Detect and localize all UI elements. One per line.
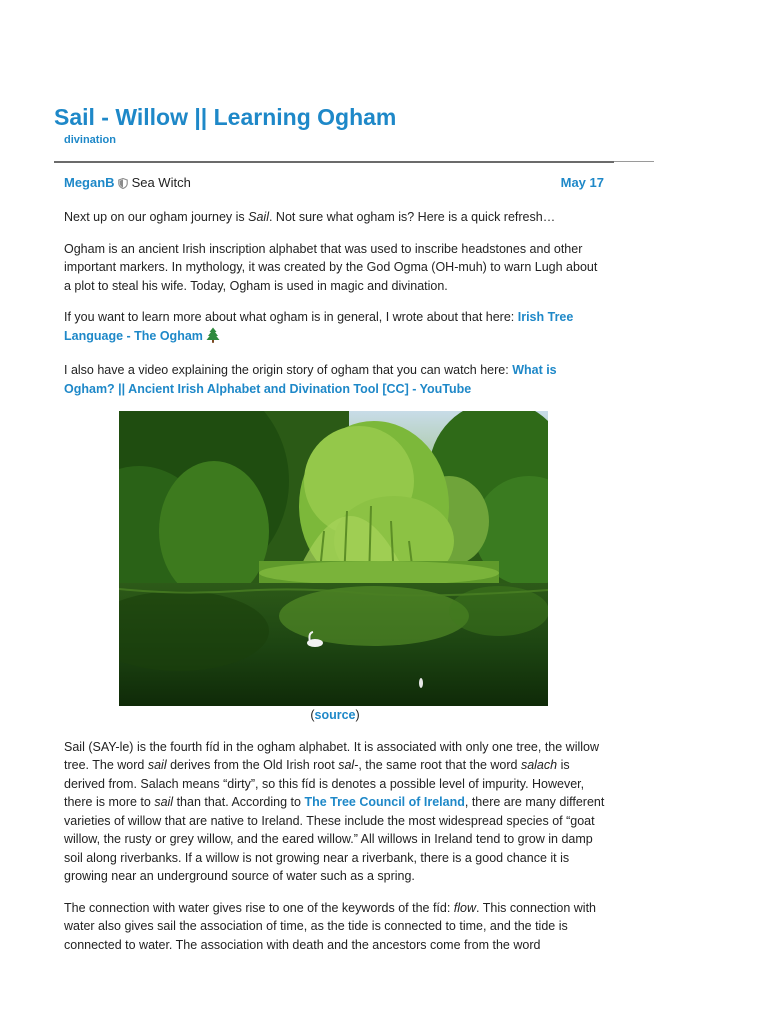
post-content <box>64 208 606 967</box>
paragraph-video: I also have a video explaining the origin story of ogham that you can watch here: What is Ogham? || Ancient Irish Alphabet and Divination Tool [CC] - YouTube <box>64 363 557 396</box>
paragraph-learn-more: If you want to learn more about what ogham is in general, I wrote about that here: Irish Tree Language - The Ogham <box>64 308 606 348</box>
evergreen-tree-icon <box>206 327 220 349</box>
post-meta <box>64 175 604 193</box>
header-divider <box>54 161 614 163</box>
post-date[interactable]: May 17 <box>560 175 604 190</box>
youtube-video-link[interactable]: What is Ogham? || Ancient Irish Alphabet and Divination Tool [CC] - YouTube <box>64 363 557 396</box>
image-caption: (source) <box>310 708 360 722</box>
irish-tree-language-link[interactable]: Irish Tree Language - The Ogham <box>64 310 574 343</box>
category-link[interactable]: divination <box>64 134 116 146</box>
source-link[interactable]: source <box>314 708 356 722</box>
author-link[interactable]: MeganB <box>64 175 115 190</box>
paragraph-intro: Next up on our ogham journey is Sail. Not sure what ogham is? Here is a quick refresh… <box>64 210 556 224</box>
tree-council-link[interactable]: The Tree Council of Ireland <box>304 795 465 809</box>
paragraph-water-connection: The connection with water gives rise to one of the keywords of the fíd: flow. This connection with water also gives sail the association of time, as the tide is connected to time, and the tide is connected to water. The association with death and the ancestors come from the word <box>64 900 597 952</box>
paragraph-sail-description: Sail (SAY-le) is the fourth fíd in the ogham alphabet. It is associated with only one tree, the willow tree. The word sail derives from the Old Irish root sal-, the same root that the word salach is derived from. Salach means “dirty”, so this fíd is denotes a possible level of impurity. However, there is more to sail than that. According to The Tree Council of Ireland, there are many different varieties of willow that are native to Ireland. These include the most widespread species of “goat willow, the rusty or grey willow, and the eared willow.” All willows in Ireland tend to grow in damp soil along riverbanks. If a willow is not growing near a riverbank, there is a good chance it is growing near an underground source of water such as a spring. <box>64 739 605 883</box>
paragraph-ogham-definition: Ogham is an ancient Irish inscription alphabet that was used to inscribe headstones and other important markers. In mythology, it was created by the God Ogma (OH-muh) to warn Lugh about a plot to steal his wife. Today, Ogham is used in magic and divination. <box>64 241 598 293</box>
user-flair: Sea Witch <box>131 175 191 190</box>
shield-icon <box>118 177 128 192</box>
willow-tree-photo[interactable] <box>119 411 548 706</box>
page-title[interactable]: Sail - Willow || Learning Ogham <box>54 104 397 130</box>
header-divider-tail <box>614 161 654 162</box>
